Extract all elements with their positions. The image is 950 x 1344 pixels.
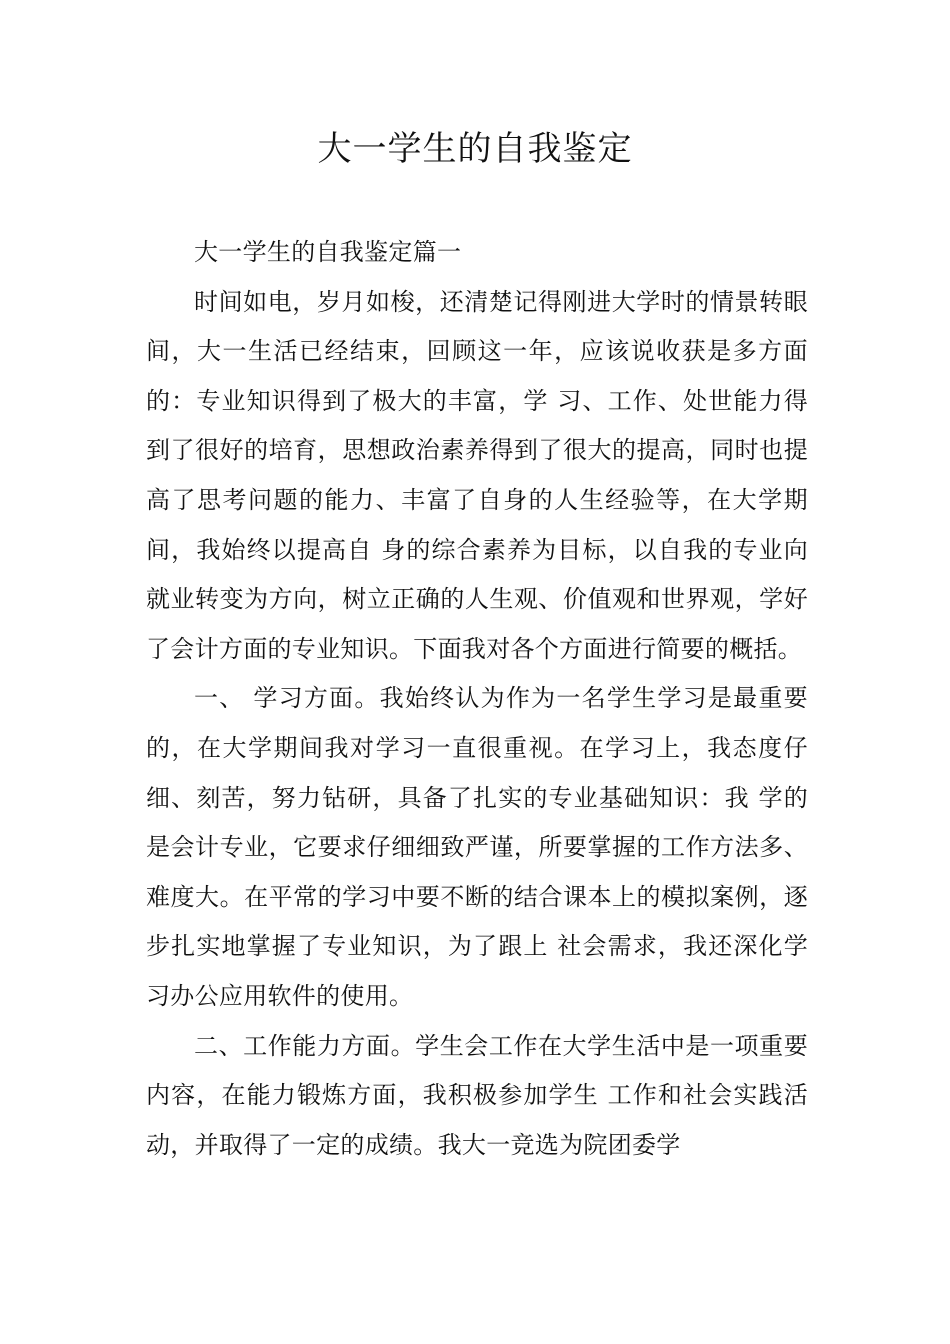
paragraph-work: 二、工作能力方面。学生会工作在大学生活中是一项重要内容，在能力锻炼方面，我积极参加学生 工作和社会实践活动，并取得了一定的成绩。我大一竞选为院团委学 [146,1031,808,1159]
paragraph-intro: 时间如电，岁月如梭，还清楚记得刚进大学时的情景转眼间，大一生活已经结束，回顾这一年，应该说收获是多方面的：专业知识得到了极大的丰富，学 习、工作、处世能力得到了很好的培育，思想政治素养得到了很大的提高，同时也提高了思考问题的能力、丰富了自身的人生经验等，在大学期间，我始终以提高自 身的综合素养为目标，以自我的专业向就业转变为方向，树立正确的人生观、价值观和世界观，学好了会计方面的专业知识。下面我对各个方面进行简要的概括。 [146,287,808,663]
paragraph-study: 一、 学习方面。我始终认为作为一名学生学习是最重要的，在大学期间我对学习一直很重视。在学习上，我态度仔细、刻苦，努力钻研，具备了扎实的专业基础知识：我 学的是会计专业，它要求仔细细致严谨，所要掌握的工作方法多、难度大。在平常的学习中要不断的结合课本上的模拟案例，逐步扎实地掌握了专业知识，为了跟上 社会需求，我还深化学习办公应用软件的使用。 [146,684,808,1010]
document-title: 大一学生的自我鉴定 [317,129,633,169]
document-body [146,228,808,1170]
section-heading: 大一学生的自我鉴定篇一 [194,238,462,266]
